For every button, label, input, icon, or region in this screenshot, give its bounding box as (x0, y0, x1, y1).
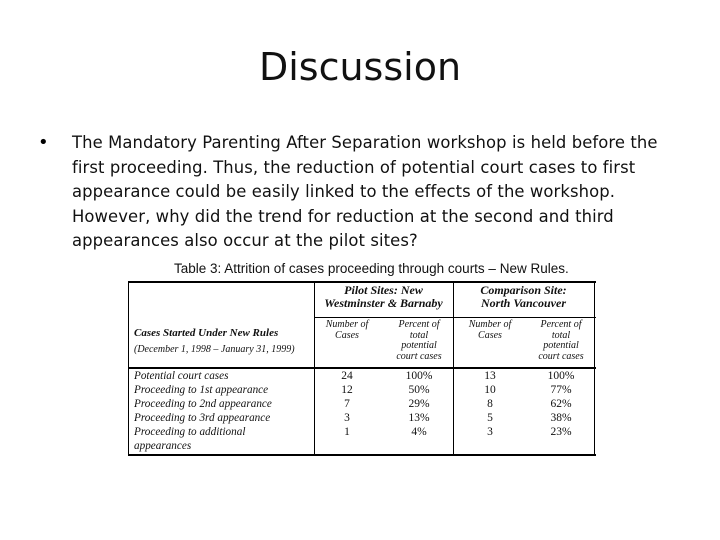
comparison-percent-cell: 23% (550, 426, 572, 438)
row-label-continuation: appearances (134, 440, 192, 452)
sub-header-line: Number of (468, 319, 512, 330)
pilot-number-cell: 1 (344, 426, 350, 438)
comparison-percent-cell: 100% (547, 370, 575, 382)
comparison-percent-header (526, 320, 596, 362)
comparison-number-cell: 13 (484, 370, 496, 382)
row-label: Potential court cases (134, 370, 229, 382)
pilot-percent-cell: 13% (408, 412, 430, 424)
row-header-title: Cases Started Under New Rules (134, 327, 279, 339)
pilot-header-line1: Pilot Sites: New (344, 283, 423, 297)
comparison-percent-cell: 77% (550, 384, 572, 396)
table-bottom-rule (128, 454, 596, 456)
comparison-header-line1: Comparison Site: (480, 283, 567, 297)
row-label: Proceeding to additional (134, 426, 246, 438)
comparison-number-cell: 10 (484, 384, 496, 396)
attrition-table (128, 281, 596, 456)
sub-header-line: total (551, 329, 571, 341)
slide-title: Discussion (258, 45, 462, 89)
pilot-percent-cell: 100% (405, 370, 433, 382)
pilot-percent-cell: 50% (408, 384, 430, 396)
pilot-percent-header (384, 320, 454, 362)
comparison-percent-cell: 38% (550, 412, 572, 424)
comparison-site-header (453, 284, 594, 310)
comparison-percent-cell: 62% (550, 398, 572, 410)
sub-header-line: Percent of (398, 319, 440, 330)
sub-header-line: court cases (538, 350, 584, 362)
table-left-border (128, 281, 129, 456)
table-caption: Table 3: Attrition of cases proceeding through courts – New Rules. (174, 261, 569, 276)
sub-header-line: total (409, 329, 429, 341)
comparison-header-line2: North Vancouver (480, 296, 566, 310)
row-label: Proceeding to 1st appearance (134, 384, 269, 396)
bullet-symbol: • (38, 132, 49, 153)
pilot-number-header (316, 320, 378, 341)
sub-header-line: Cases (478, 329, 502, 341)
pilot-sites-header (314, 284, 453, 310)
pilot-number-cell: 7 (344, 398, 350, 410)
sub-header-line: potential (401, 340, 437, 351)
comparison-number-cell: 8 (487, 398, 493, 410)
pilot-number-cell: 24 (341, 370, 353, 382)
pilot-percent-cell: 29% (408, 398, 430, 410)
pilot-number-cell: 12 (341, 384, 353, 396)
row-label: Proceeding to 3rd appearance (134, 412, 271, 424)
row-label: Proceeding to 2nd appearance (134, 398, 272, 410)
comparison-number-cell: 3 (487, 426, 493, 438)
row-header-dates: (December 1, 1998 – January 31, 1999) (134, 344, 295, 355)
sub-header-line: potential (543, 340, 579, 351)
pilot-percent-cell: 4% (411, 426, 427, 438)
sub-header-line: court cases (396, 350, 442, 362)
sub-header-line: Percent of (540, 319, 582, 330)
comparison-number-header (457, 320, 523, 341)
bullet-text: The Mandatory Parenting After Separation workshop is held before the first proceeding. Thus, the reduction of potential court cases to first appearance could be easily linked to the effects of the workshop. However, why did the trend for reduction at the second and third appearances also occur at the pilot sites? (72, 133, 658, 251)
comparison-number-cell: 5 (487, 412, 493, 424)
sub-header-line: Number of (325, 319, 369, 330)
pilot-number-cell: 3 (344, 412, 350, 424)
table-group-rule (314, 317, 596, 318)
sub-header-line: Cases (335, 329, 359, 341)
pilot-header-line2: Westminster & Barnaby (324, 296, 443, 310)
